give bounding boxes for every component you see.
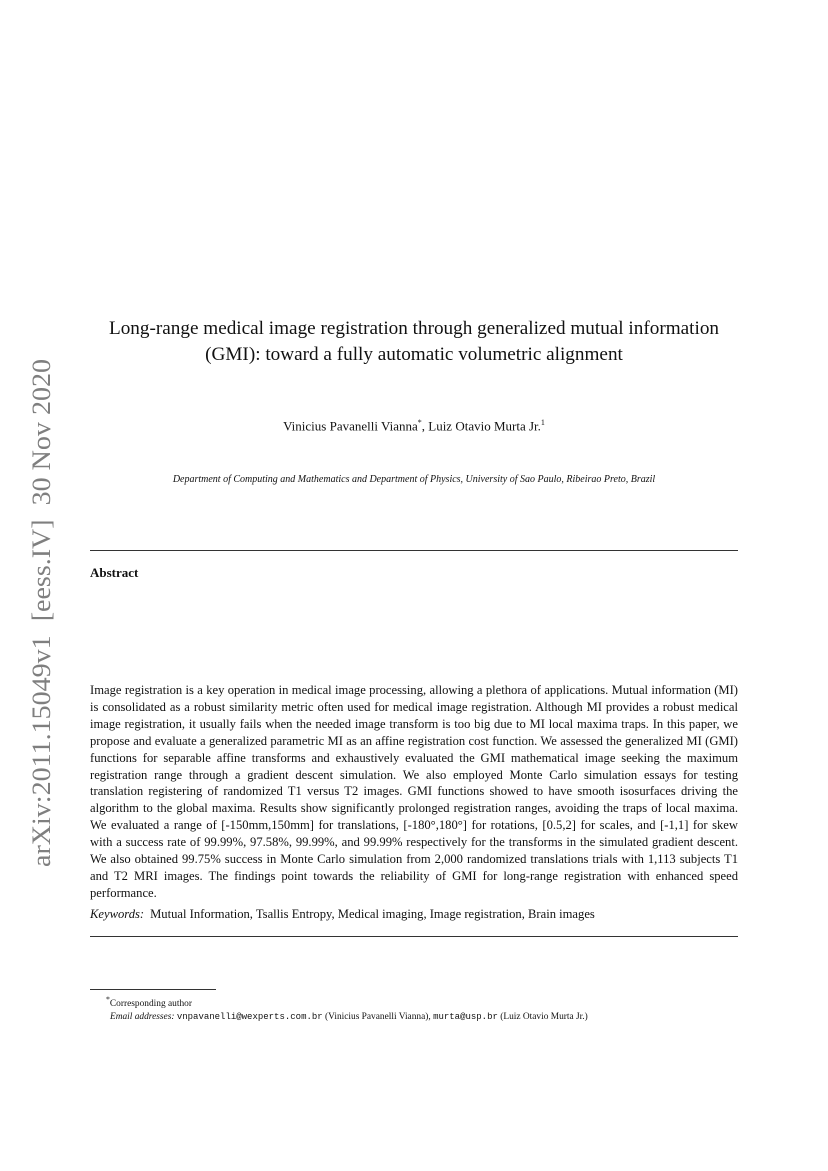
author-2-mark: 1 (540, 418, 545, 427)
email-owner-2: (Luiz Otavio Murta Jr.) (497, 1012, 588, 1023)
abstract-heading: Abstract (90, 565, 139, 580)
keywords-text: Mutual Information, Tsallis Entropy, Medical imaging, Image registration, Brain images (150, 907, 595, 921)
keywords-label: Keywords: (90, 907, 145, 921)
author-1-mark: * (417, 418, 422, 427)
arxiv-stamp (14, 355, 60, 875)
author-list (90, 418, 738, 434)
email-label: Email addresses: (110, 1012, 175, 1023)
email-owner-1: (Vinicius Pavanelli Vianna), (322, 1012, 434, 1023)
bottom-divider (90, 936, 738, 937)
author-1: Vinicius Pavanelli Vianna (283, 418, 418, 434)
footnote-mark: * (106, 995, 110, 1004)
paper-title (90, 316, 738, 368)
author-2: Luiz Otavio Murta Jr. (428, 418, 541, 434)
email-link-2[interactable]: murta@usp.br (433, 1012, 498, 1023)
affiliation: Department of Computing and Mathematics and Department of Physics, University of Sao Paulo, Ribeirao Preto, Brazil (172, 474, 656, 485)
email-link-1[interactable]: vnpavanelli@wexperts.com.br (176, 1012, 323, 1023)
title-line-1: Long-range medical image registration through generalized mutual information (108, 318, 720, 339)
keywords (90, 907, 738, 922)
abstract-body: Image registration is a key operation in medical image processing, allowing a plethora of applications. Mutual information (MI) is consolidated as a robust similarity metric often used for medical image registration. Although MI provides a robust medical image registration, it usually fails when the needed image transform is too big due to MI local maxima traps. In this paper, we propose and evaluate a generalized parametric MI as an affine registration cost function. We assessed the generalized MI (GMI) functions for separable affine transforms and exhaustively evaluated the GMI mathematical image seeking the maximum registration range through a gradient descent simulation. We also employed Monte Carlo simulation essays for testing translation registering of randomized T1 versus T2 images. GMI functions showed to have smooth isosurfaces driving the algorithm to the global maxima. Results show significantly prolonged registration ranges, avoiding the traps of local maxima. We evaluated a range of [-150mm,150mm] for translations, [-180°,180°] for rotations, [0.5,2] for scales, and [-1,1] for skew with a success rate of 99.99%, 97.58%, 99.99%, and 99.99% respectively for the transforms in the simulated gradient descent. We also obtained 99.75% success in Monte Carlo simulation from 2,000 randomized translations trials with 1,113 subjects T1 and T2 MRI images. The findings point towards the reliability of GMI for long-range registration with enhanced speed performance. (90, 683, 738, 900)
footnote-corresponding (90, 993, 790, 1011)
footnote-divider (90, 989, 216, 990)
author-separator: , (421, 418, 429, 434)
arxiv-stamp-text: arXiv:2011.15049v1 [eess.IV] 30 Nov 2020 (27, 395, 56, 867)
top-divider (90, 550, 738, 551)
footnote-corresponding-text: Corresponding author (109, 999, 192, 1010)
footnotes (90, 993, 790, 1024)
title-line-2: (GMI): toward a fully automatic volumetric alignment (205, 344, 623, 365)
footnote-emails (90, 1011, 790, 1024)
